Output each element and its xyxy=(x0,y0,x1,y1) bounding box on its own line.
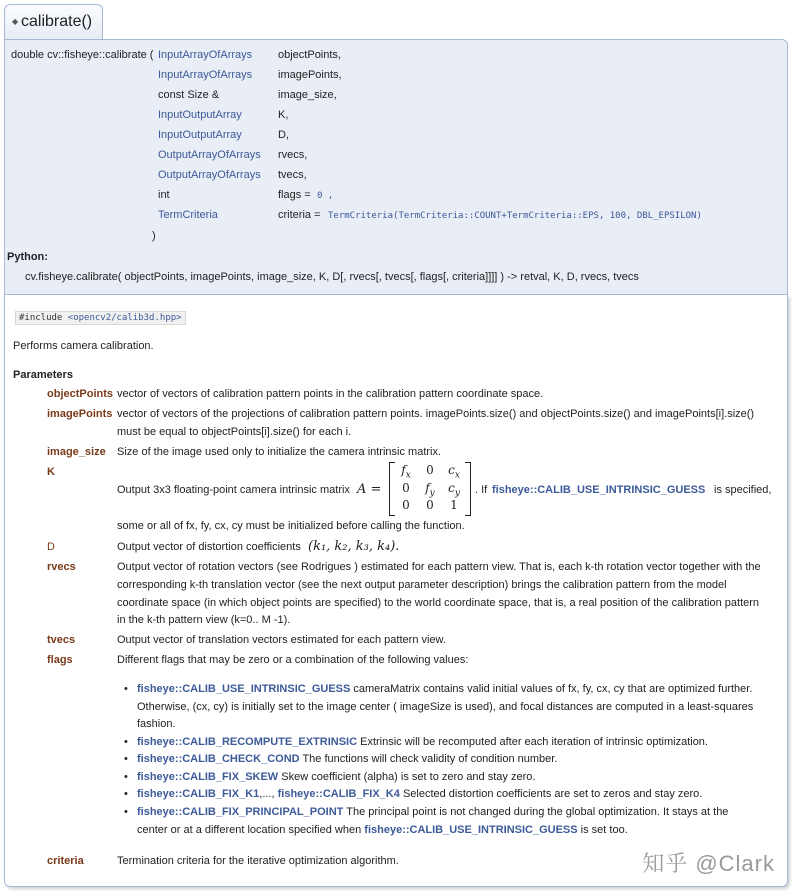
flag-link[interactable]: fisheye::CALIB_CHECK_COND xyxy=(137,753,300,765)
param-type[interactable]: InputArrayOfArrays xyxy=(158,69,253,81)
param-name: imagePoints, xyxy=(278,69,342,81)
list-item: • fisheye::CALIB_FIX_K1,..., fisheye::CALIB_FIX_K4 Selected distortion coefficients are set to zeros and stay zero. xyxy=(137,786,777,804)
param-type[interactable]: InputOutputArray xyxy=(158,109,242,121)
function-title: calibrate() xyxy=(21,13,93,30)
matrix-cell: 1 xyxy=(450,498,458,512)
param-desc: Output vector of rotation vectors (see Rodrigues ) estimated for each pattern view. That is, each k-th rotation vector together with the xyxy=(117,561,761,573)
param-name: image_size, xyxy=(278,89,337,101)
param-label: rvecs xyxy=(47,561,76,573)
param-desc: some or all of fx, fy, cx, cy must be initialized before calling the function. xyxy=(117,520,465,532)
python-signature: cv.fisheye.calibrate( objectPoints, imagePoints, image_size, K, D[, rvecs[, tvecs[, flags[, criteria]]]] ) -> retval, K, D, rvecs, tvecs xyxy=(25,271,639,283)
flag-link[interactable]: fisheye::CALIB_FIX_SKEW xyxy=(137,771,279,783)
param-desc: Output 3x3 floating-point camera intrinsic matrix xyxy=(117,484,350,496)
matrix-cell: 0 xyxy=(426,463,434,477)
param-desc: Size of the image used only to initialize the camera intrinsic matrix. xyxy=(117,446,442,458)
flag-link[interactable]: fisheye::CALIB_FIX_K4 xyxy=(277,788,400,800)
parameters-heading: Parameters xyxy=(13,369,73,381)
list-item: • fisheye::CALIB_RECOMPUTE_EXTRINSIC Extrinsic will be recomputed after each iteration of intrinsic optimization. xyxy=(137,734,777,752)
param-desc: Output vector of translation vectors estimated for each pattern view. xyxy=(117,634,446,646)
matrix-cell: $c_x$ xyxy=(448,463,460,481)
param-type[interactable]: InputOutputArray xyxy=(158,129,242,141)
list-item: • fisheye::CALIB_USE_INTRINSIC_GUESS cameraMatrix contains valid initial values of fx, fy, cx, cy that are optimized further. Otherwise, (cx, cy) is initially set to the image center ( imageSize is used), and focal distances are computed in a least-squares fashion. xyxy=(137,681,777,734)
param-label: K xyxy=(47,466,55,478)
param-label: tvecs xyxy=(47,634,76,646)
param-label: objectPoints xyxy=(47,388,114,400)
param-desc: is specified, xyxy=(714,484,772,496)
param-default: 0 , xyxy=(317,191,334,201)
param-desc: Different flags that may be zero or a combination of the following values: xyxy=(117,654,469,666)
param-desc: . If xyxy=(475,484,488,496)
distortion-math: (k₁, k₂, k₃, k₄). xyxy=(308,539,400,554)
param-name: K, xyxy=(278,109,289,121)
summary: Performs camera calibration. xyxy=(13,340,154,352)
include-directive: #include <opencv2/calib3d.hpp> xyxy=(15,311,186,325)
include-link[interactable]: <opencv2/calib3d.hpp> xyxy=(67,313,182,323)
list-item: • fisheye::CALIB_FIX_PRINCIPAL_POINT The principal point is not changed during the global optimization. It stays at the center or at a different location specified when fisheye::CALIB_USE_INTRINSIC_GUESS is set too. xyxy=(137,804,777,839)
signature-head: double cv::fisheye::calibrate ( xyxy=(11,49,154,61)
param-label: imagePoints xyxy=(47,408,113,420)
param-label: image_size xyxy=(47,446,106,458)
flag-link[interactable]: fisheye::CALIB_USE_INTRINSIC_GUESS xyxy=(137,683,351,695)
param-desc: in the k-th pattern view (k=0.. M -1). xyxy=(117,614,291,626)
matrix-cell: 0 xyxy=(402,481,410,495)
param-type[interactable]: OutputArrayOfArrays xyxy=(158,169,261,181)
list-item: • fisheye::CALIB_CHECK_COND The functions will check validity of condition number. xyxy=(137,751,777,769)
param-desc: Output vector of distortion coefficients xyxy=(117,541,301,553)
param-desc: vector of vectors of calibration pattern points in the calibration pattern coordinate space. xyxy=(117,388,544,400)
python-label: Python: xyxy=(7,251,48,263)
matrix-symbol: A = xyxy=(357,482,382,497)
param-desc: vector of vectors of the projections of calibration pattern points. imagePoints.size() and objectPoints.size() and imagePoints[i].size() xyxy=(117,408,755,420)
param-name: D, xyxy=(278,129,289,141)
matrix-cell: $c_y$ xyxy=(448,481,460,499)
param-type[interactable]: OutputArrayOfArrays xyxy=(158,149,261,161)
param-desc: coordinate space (in which object points are specified) to the world coordinate space, that is, a real position of the calibration pattern xyxy=(117,597,760,609)
intrinsic-matrix xyxy=(389,462,471,514)
param-name: objectPoints, xyxy=(278,49,341,61)
doc-body xyxy=(4,295,788,887)
param-name: rvecs, xyxy=(278,149,308,161)
param-desc: Termination criteria for the iterative optimization algorithm. xyxy=(117,855,399,867)
matrix-cell: $f_y$ xyxy=(425,481,435,499)
param-name: tvecs, xyxy=(278,169,307,181)
param-label: criteria xyxy=(47,855,84,867)
param-name: criteria = xyxy=(278,209,321,221)
matrix-cell: $f_x$ xyxy=(401,463,411,481)
flag-link[interactable]: fisheye::CALIB_USE_INTRINSIC_GUESS xyxy=(492,484,706,496)
list-item: • fisheye::CALIB_FIX_SKEW Skew coefficient (alpha) is set to zero and stay zero. xyxy=(137,769,777,787)
matrix-cell: 0 xyxy=(426,498,434,512)
param-desc: must be equal to objectPoints[i].size() for each i. xyxy=(117,426,352,438)
param-name: flags = xyxy=(278,189,311,201)
param-default: TermCriteria(TermCriteria::COUNT+TermCriteria::EPS, 100, DBL_EPSILON) xyxy=(328,211,702,221)
flag-link[interactable]: fisheye::CALIB_FIX_PRINCIPAL_POINT xyxy=(137,806,344,818)
param-type: int xyxy=(158,189,170,201)
watermark: 知乎 @Clark xyxy=(642,851,775,876)
param-desc: corresponding k-th translation vector (see the next output parameter description) brings the calibration pattern from the model xyxy=(117,579,727,591)
param-type[interactable]: TermCriteria xyxy=(158,209,218,221)
prototype-box xyxy=(4,39,788,295)
flag-link[interactable]: fisheye::CALIB_FIX_K1 xyxy=(137,788,260,800)
flag-link[interactable]: fisheye::CALIB_USE_INTRINSIC_GUESS xyxy=(364,823,578,836)
matrix-cell: 0 xyxy=(402,498,410,512)
param-label: D xyxy=(47,541,55,553)
member-tab xyxy=(4,4,103,40)
signature-close: ) xyxy=(152,230,156,242)
param-label: flags xyxy=(47,654,73,666)
anchor-icon: ◆ xyxy=(12,17,19,26)
param-type[interactable]: InputArrayOfArrays xyxy=(158,49,253,61)
param-type: const Size & xyxy=(158,89,220,101)
flag-link[interactable]: fisheye::CALIB_RECOMPUTE_EXTRINSIC xyxy=(137,736,358,748)
